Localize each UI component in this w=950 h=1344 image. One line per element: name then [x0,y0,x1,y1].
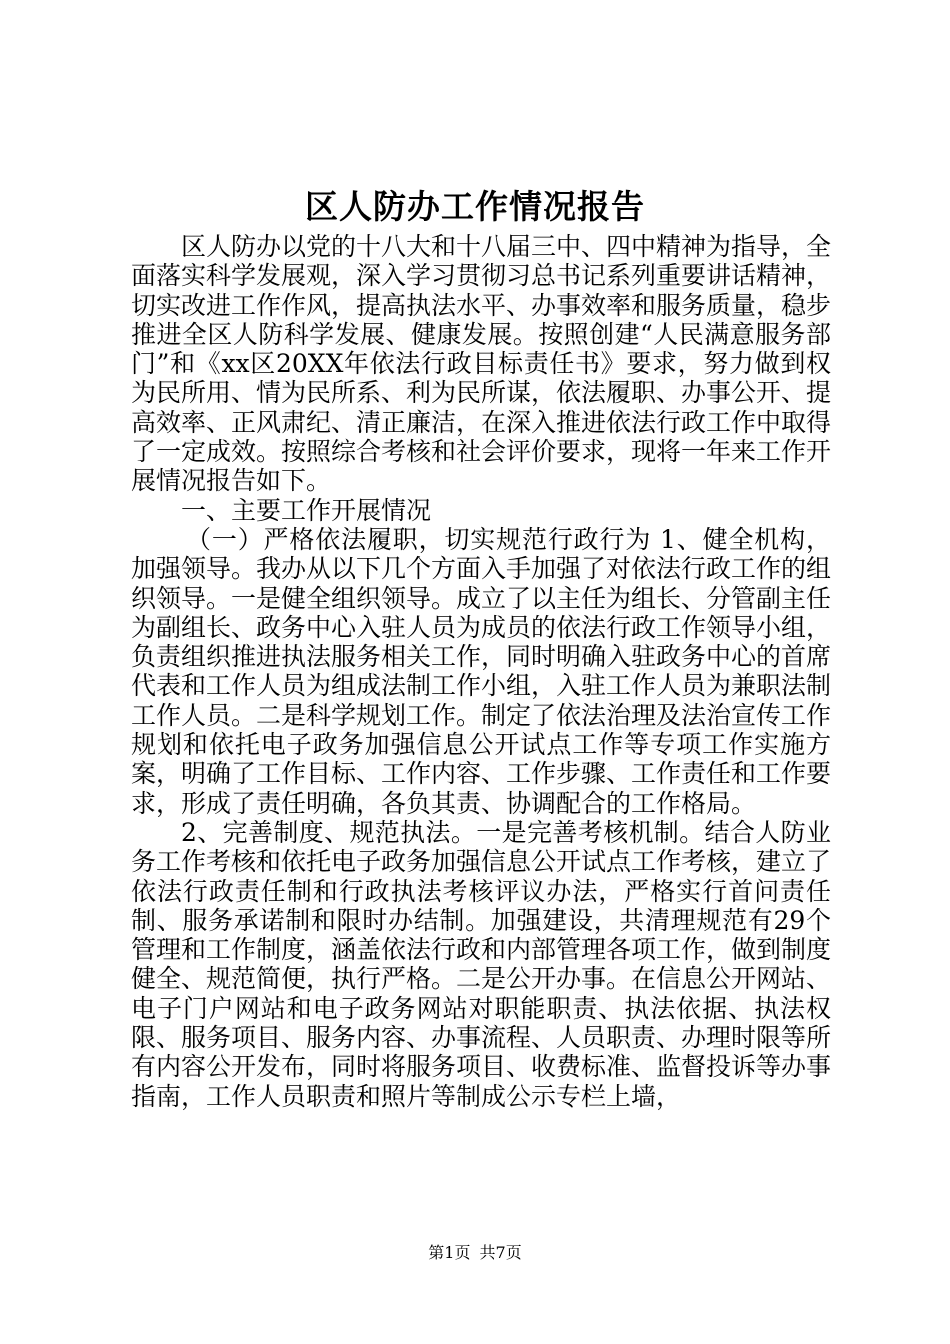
section-heading: 一、主要工作开展情况 [181,495,432,525]
document-title: 区人防办工作情况报告 [305,187,645,226]
paragraph-section-2: 2、完善制度、规范执法。一是完善考核机制。结合人防业务工作考核和依托电子政务加强信息公开试点工作考核，建立了依法行政责任制和行政执法考核评议办法，严格实行首问责任制、服务承诺制和限时办结制。加强建设，共清理规范有29个管理和工作制度，涵盖依法行政和内部管理各项工作，做到制度健全、规范简便，执行严格。二是公开办事。在信息公开网站、电子门户网站和电子政务网站对职能职责、执法依据、执法权限、服务项目、服务内容、办事流程、人员职责、办理时限等所有内容公开发布，同时将服务项目、收费标准、监督投诉等办事指南，工作人员职责和照片等制成公示专栏上墙， [131,817,832,1111]
paragraph-intro: 区人防办以党的十八大和十八届三中、四中精神为指导，全面落实科学发展观，深入学习贯彻习总书记系列重要讲话精神，切实改进工作作风，提高执法水平、办事效率和服务质量，稳步推进全区人防科学发展、健康发展。按照创建“人民满意服务部门”和《xx区20XX年依法行政目标责任书》要求，努力做到权为民所用、情为民所系、利为民所谋，依法履职、办事公开、提高效率、正风肃纪、清正廉洁，在深入推进依法行政工作中取得了一定成效。按照综合考核和社会评价要求，现将一年来工作开展情况报告如下。 [131,232,832,496]
page-footer [0,1241,950,1265]
page-total: 共7页 [479,1243,522,1262]
document-body [131,232,831,1111]
paragraph-section-1: （一）严格依法履职，切实规范行政行为 1、健全机构，加强领导。我办从以下几个方面入手加强了对依法行政工作的组织领导。一是健全组织领导。成立了以主任为组长、分管副主任为副组长、政务中心入驻人员为成员的依法行政工作领导小组，负责组织推进执法服务相关工作，同时明确入驻政务中心的首席代表和工作人员为组成法制工作小组，入驻工作人员为兼职法制工作人员。二是科学规划工作。制定了依法治理及法治宣传工作规划和依托电子政务加强信息公开试点工作等专项工作实施方案，明确了工作目标、工作内容、工作步骤、工作责任和工作要求，形成了责任明确，各负其责、协调配合的工作格局。 [131,524,832,818]
page-number: 第1页 [428,1243,471,1262]
